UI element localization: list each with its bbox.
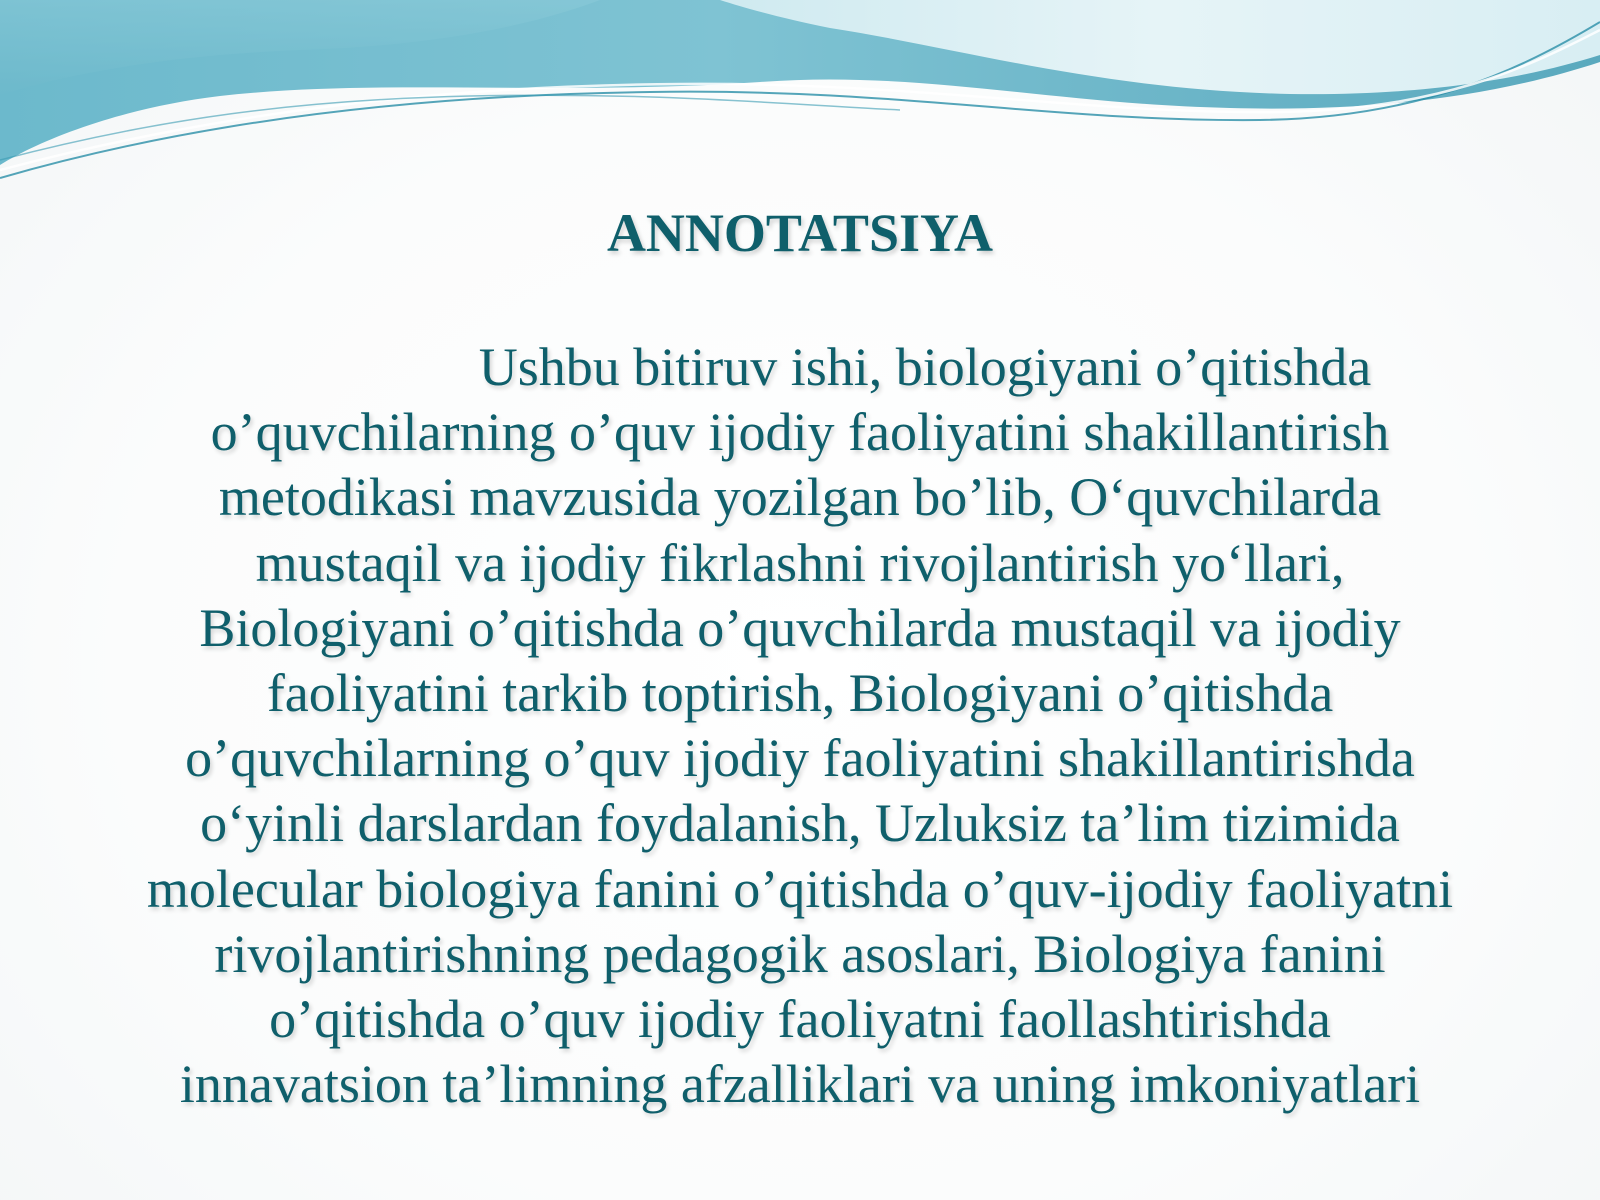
body-line: Ushbu bitiruv ishi, biologiyani o’qitishda bbox=[478, 337, 1372, 397]
body-line: o’qitishda o’quv ijodiy faoliyatni faollashtirishda bbox=[269, 989, 1331, 1050]
body-line: metodikasi mavzusida yozilgan bo’lib, O‘quvchilarda bbox=[218, 467, 1382, 528]
body-line: innavatsion ta’limning afzalliklari va uning imkoniyatlari bbox=[179, 1054, 1421, 1115]
body-line: molecular biologiya fanini o’qitishda o’quv-ijodiy faoliyatni bbox=[146, 858, 1454, 919]
body-line: mustaqil va ijodiy fikrlashni rivojlantirish yo‘llari, bbox=[255, 532, 1345, 593]
body-line: rivojlantirishning pedagogik asoslari, Biologiya fanini bbox=[214, 923, 1386, 984]
body-line: o’quvchilarning o’quv ijodiy faoliyatini shakillantirishda bbox=[185, 728, 1415, 789]
body-line: Biologiyani o’qitishda o’quvchilarda mustaqil va ijodiy bbox=[199, 597, 1401, 658]
annotation-body bbox=[60, 335, 1540, 1117]
body-line: o‘yinli darslardan foydalanish, Uzluksiz ta’lim tizimida bbox=[200, 793, 1400, 854]
body-line: o’quvchilarning o’quv ijodiy faoliyatini shakillantirish bbox=[210, 402, 1390, 463]
page-title: ANNOTATSIYA bbox=[606, 203, 994, 263]
body-line: faoliyatini tarkib toptirish, Biologiyani o’qitishda bbox=[266, 663, 1334, 724]
header-wave-decoration bbox=[0, 0, 1600, 200]
